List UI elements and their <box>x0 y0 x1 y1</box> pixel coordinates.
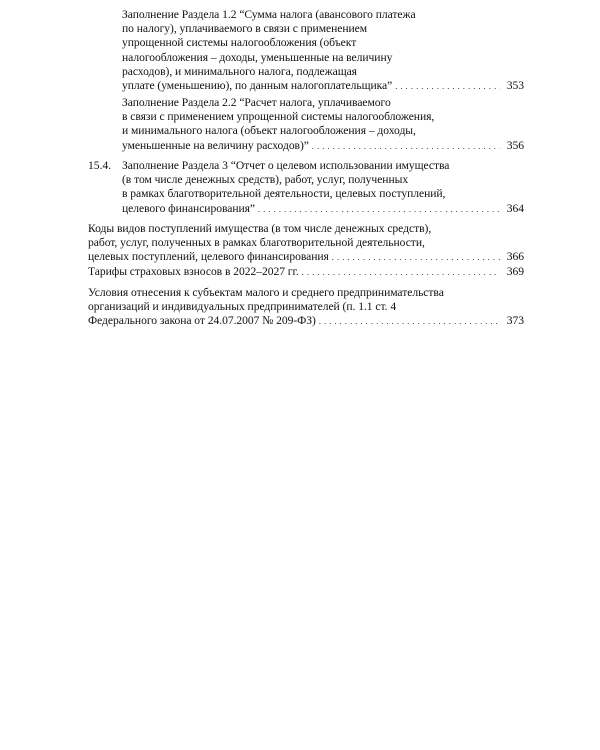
toc-entry-line: Федерального закона от 24.07.2007 № 209-ФЗ) <box>88 314 316 328</box>
toc-entry-last-line <box>122 79 524 94</box>
dot-leader <box>302 265 500 280</box>
toc-entry-line: работ, услуг, полученных в рамках благотворительной деятельности, <box>88 236 425 250</box>
toc-entry-line: расходов), и минимального налога, подлежащая <box>122 64 357 78</box>
toc-entry-line: и минимального налога (объект налогообложения – доходы, <box>122 124 416 138</box>
section-number: 15.4. <box>88 159 112 172</box>
toc-entry-line: уплате (уменьшению), по данным налогоплательщика” <box>122 79 393 93</box>
toc-entry-line: Заполнение Раздела 1.2 “Сумма налога (авансового платежа <box>122 8 416 21</box>
toc-entry-last-line <box>88 314 524 329</box>
toc-entry[interactable] <box>88 286 524 330</box>
toc-entry-line: целевых поступлений, целевого финансирования <box>88 250 329 264</box>
dot-leader <box>319 314 500 329</box>
toc-entry-last-line <box>122 202 524 217</box>
toc-entry-line: Заполнение Раздела 3 “Отчет о целевом использовании имущества <box>122 159 450 172</box>
toc-entry-line: Заполнение Раздела 2.2 “Расчет налога, уплачиваемого <box>122 96 391 109</box>
dot-leader <box>332 250 500 265</box>
toc-entry[interactable] <box>122 8 524 94</box>
toc-entry-line: (в том числе денежных средств), работ, услуг, полученных <box>122 173 409 187</box>
toc-entry-line: Коды видов поступлений имущества (в том числе денежных средств), <box>88 222 432 235</box>
toc-entry[interactable] <box>122 159 524 217</box>
toc-entry-line: Условия отнесения к субъектам малого и среднего предпринимательства <box>88 286 444 299</box>
toc-entry-line: по налогу), уплачиваемого в связи с применением <box>122 22 368 36</box>
toc-entry-line: организаций и индивидуальных предпринимателей (п. 1.1 ст. 4 <box>88 300 397 314</box>
toc-entry-line: налогообложения – доходы, уменьшенные на величину <box>122 50 393 64</box>
page-number: 373 <box>506 314 524 328</box>
page-number: 356 <box>506 138 524 152</box>
toc-entry-last-line <box>88 250 524 265</box>
toc-entry[interactable] <box>88 222 524 266</box>
dot-leader <box>395 79 500 94</box>
toc-entry-line: в рамках благотворительной деятельности, целевых поступлений, <box>122 187 446 201</box>
dot-leader <box>258 202 500 217</box>
toc-entry-line: в связи с применением упрощенной системы налогообложения, <box>122 110 435 124</box>
toc-entry-last-line <box>122 139 524 154</box>
toc-entry-line: упрощенной системы налогообложения (объект <box>122 36 357 50</box>
toc-entry-line: уменьшенные на величину расходов)” <box>122 138 309 152</box>
page-number: 364 <box>506 201 524 215</box>
toc-entry-line: целевого финансирования” <box>122 201 256 215</box>
page-number: 369 <box>506 265 524 278</box>
dot-leader <box>312 139 500 154</box>
toc-entry[interactable] <box>88 265 524 280</box>
toc-entry[interactable] <box>122 96 524 154</box>
toc-entry-last-line <box>88 265 524 280</box>
toc-entry-line: Тарифы страховых взносов в 2022–2027 гг. <box>88 265 299 278</box>
page-number: 353 <box>506 79 524 93</box>
page-number: 366 <box>506 250 524 264</box>
